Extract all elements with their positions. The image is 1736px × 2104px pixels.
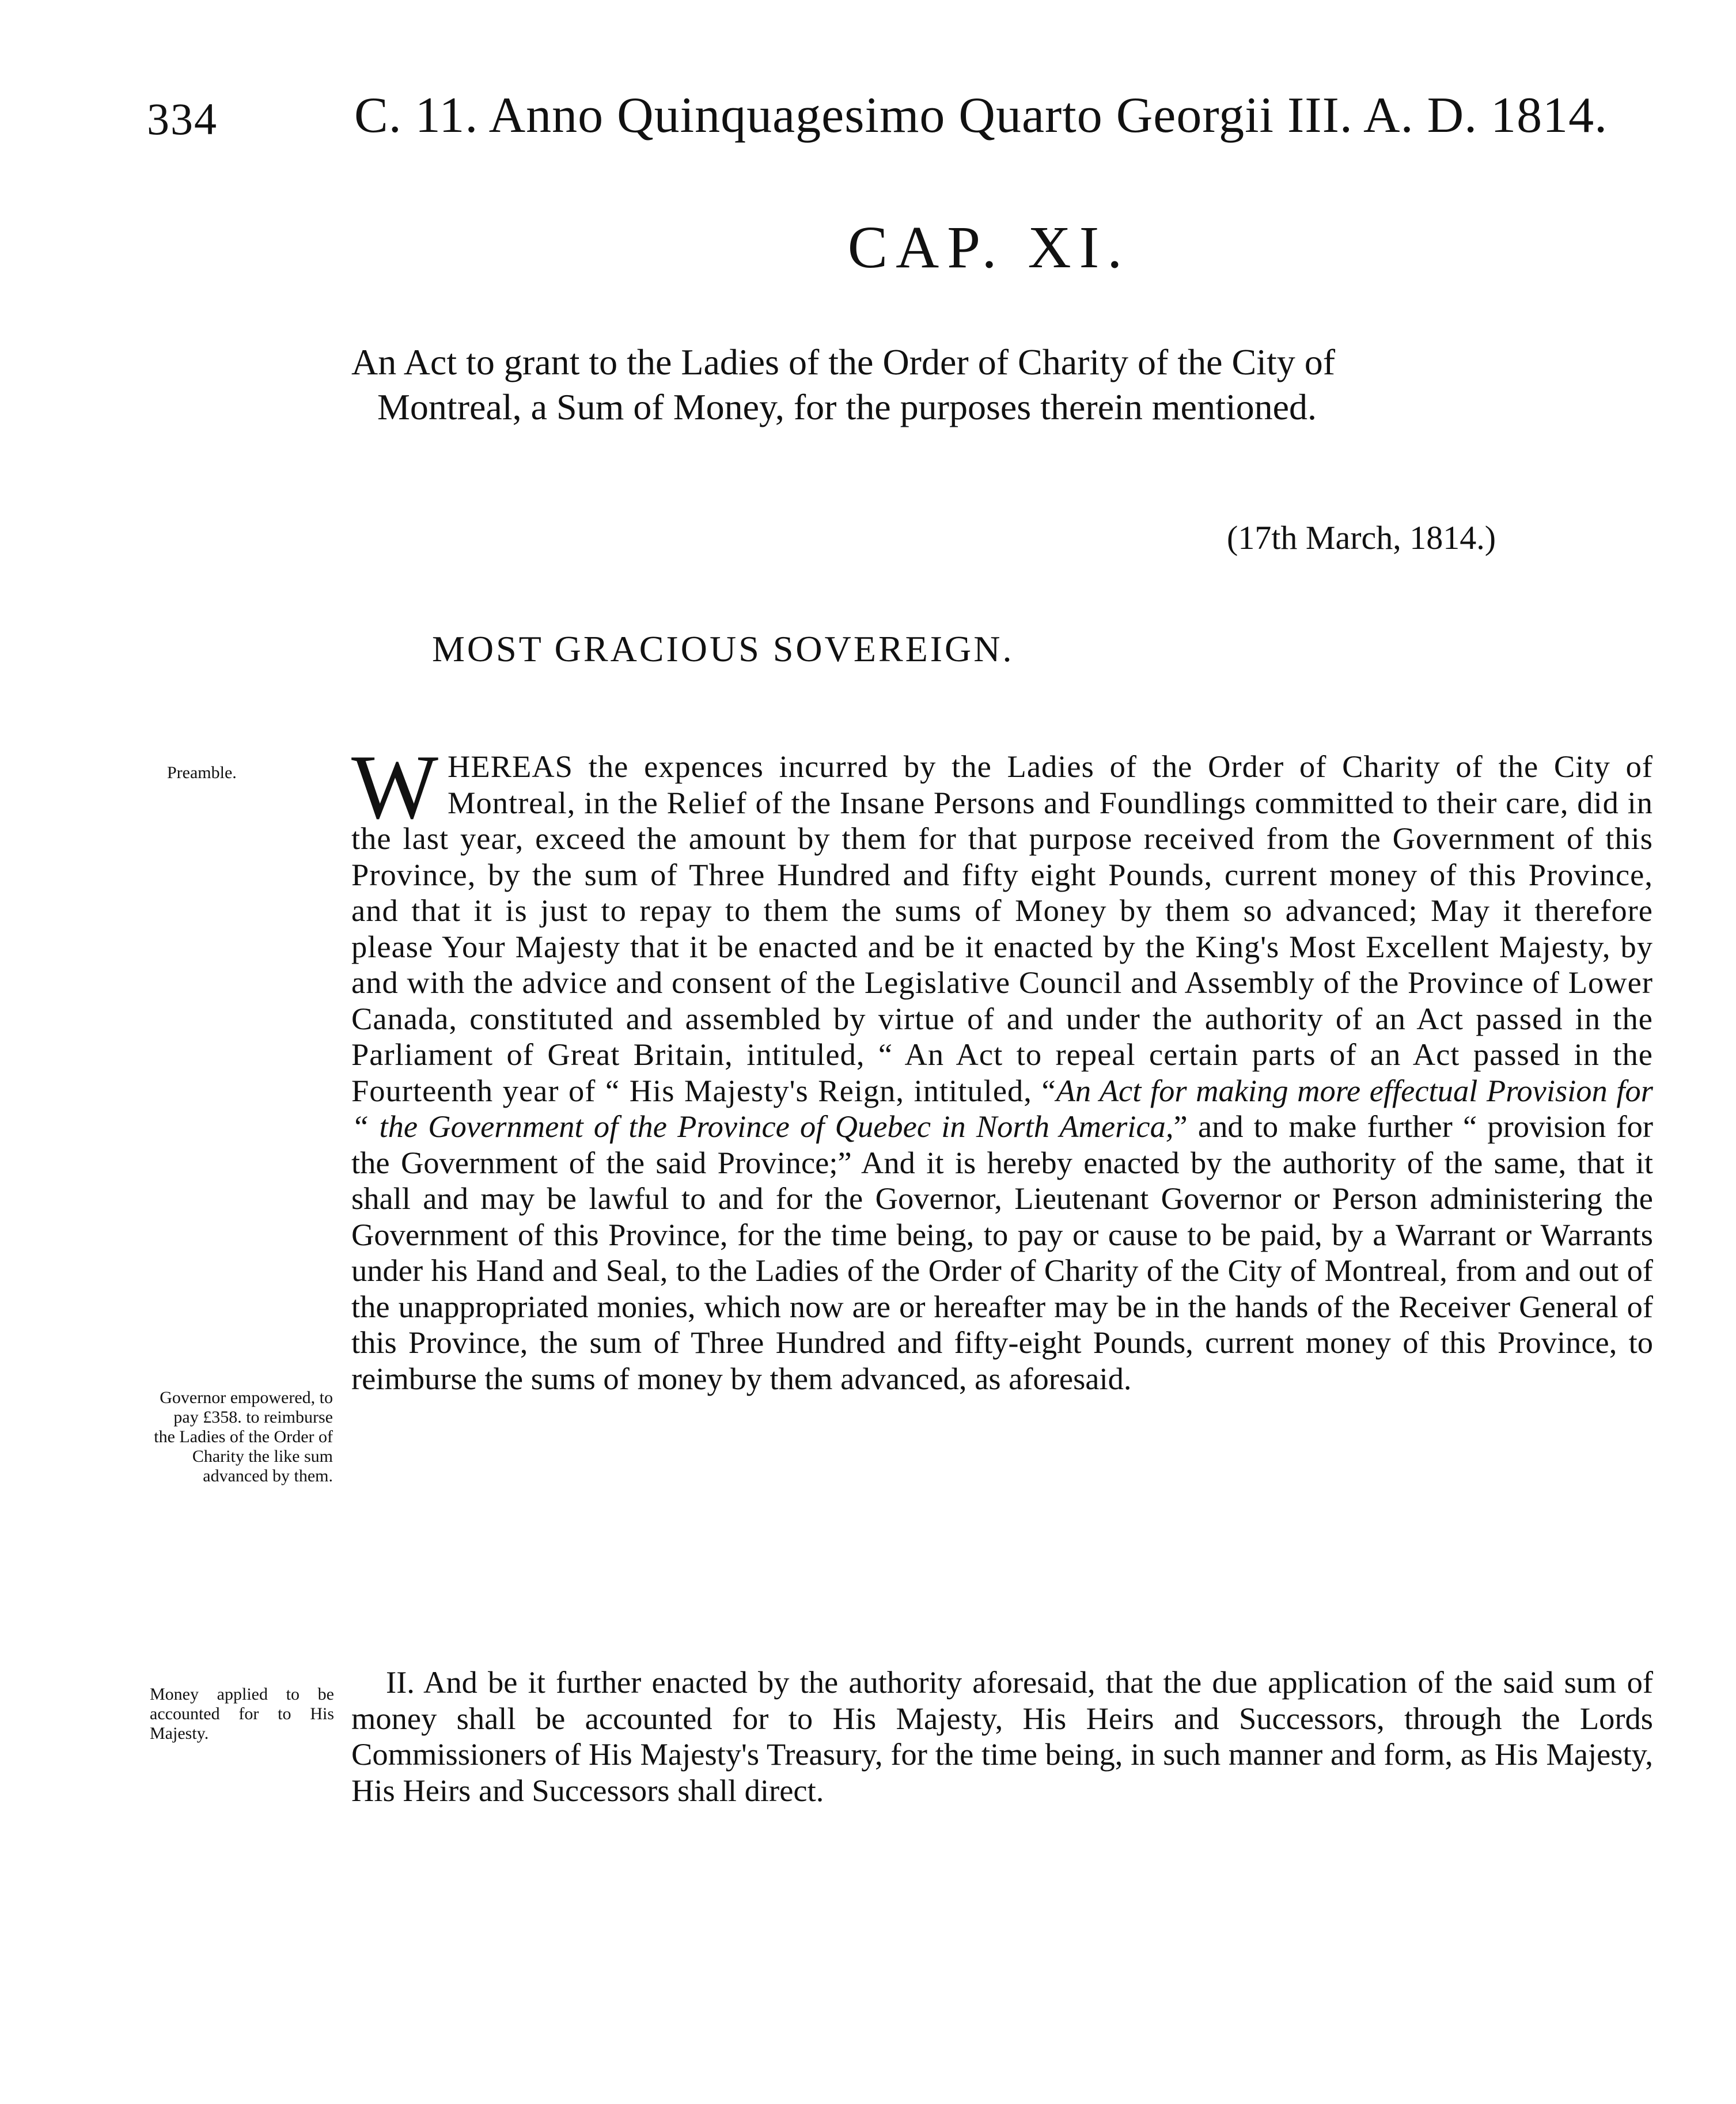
chapter-heading: CAP. XI. bbox=[847, 214, 1131, 280]
margin-note-money: Money applied to be accounted for to His Majesty. bbox=[150, 1685, 334, 1743]
paragraph-preamble-text-2: ” and to make further “ provision for the Government of the said Province;” And it is hereby enacted by the authority of the same, that it shall and may be lawful to and for the Governor, Lieutenant Governor or Person administering the Government of this Province, for the time being, to pay or cause to be paid, by a Warrant or Warrants under his Hand and Seal, to the Ladies of the Order of Charity of the City of Montreal, from and out of the unappropriated monies, which now are or hereafter may be in the hands of the Receiver General of this Province, the sum of Three Hundred and fifty-eight Pounds, current money of this Province, to reimburse the sums of money by them advanced, as aforesaid. bbox=[351, 1109, 1654, 1396]
act-title-line-2: Montreal, a Sum of Money, for the purposes therein mentioned. bbox=[377, 386, 1317, 427]
act-title bbox=[351, 340, 1659, 430]
enactment-date: (17th March, 1814.) bbox=[1227, 519, 1496, 556]
margin-note-governor: Governor empowered, to pay £358. to reimburse the Ladies of the Order of Charity the like sum advanced by them. bbox=[154, 1388, 333, 1485]
paragraph-preamble bbox=[351, 736, 1654, 1397]
running-head: C. 11. Anno Quinquagesimo Quarto Georgii III. A. D. 1814. bbox=[354, 88, 1608, 143]
margin-note-preamble: Preamble. bbox=[167, 763, 237, 782]
page-number: 334 bbox=[147, 94, 218, 144]
salutation: MOST GRACIOUS SOVEREIGN. bbox=[432, 628, 1014, 669]
page-header bbox=[147, 86, 1656, 161]
paragraph-preamble-italic: An Act for making more effectual Provision for “ the Government of the Province of Quebec in North America, bbox=[351, 1072, 1653, 1144]
act-title-line-1: An Act to grant to the Ladies of the Order of Charity of the City of bbox=[351, 342, 1336, 382]
drop-cap: W bbox=[351, 736, 439, 838]
paragraph-preamble-text-1: HEREAS the expences incurred by the Ladies of the Order of Charity of the City of Montreal, in the Relief of the Insane Persons and Foundlings committed to their care, did in the last year, exceed the amount by them for that purpose received from the Government of this Province, by the sum of Three Hundred and fifty eight Pounds, current money of this Province, and that it is just to repay to them the sums of Money by them so advanced; May it therefore please Your Majesty that it be enacted and be it enacted by the King's Most Excellent Majesty, by and with the advice and consent of the Legislative Council and Assembly of the Province of Lower Canada, constituted and assembled by virtue of and under the authority of an Act passed in the Parliament of Great Britain, intituled, “ An Act to repeal certain parts of an Act passed in the Fourteenth year of “ His Majesty's Reign, intituled, “ bbox=[351, 749, 1653, 1108]
paragraph-section-2: II. And be it further enacted by the authority aforesaid, that the due application of the said sum of money shall be accounted for to His Majesty, His Heirs and Successors, through the Lords Commissioners of His Majesty's Treasury, for the time being, in such manner and form, as His Majesty, His Heirs and Successors shall direct. bbox=[351, 1665, 1653, 1808]
